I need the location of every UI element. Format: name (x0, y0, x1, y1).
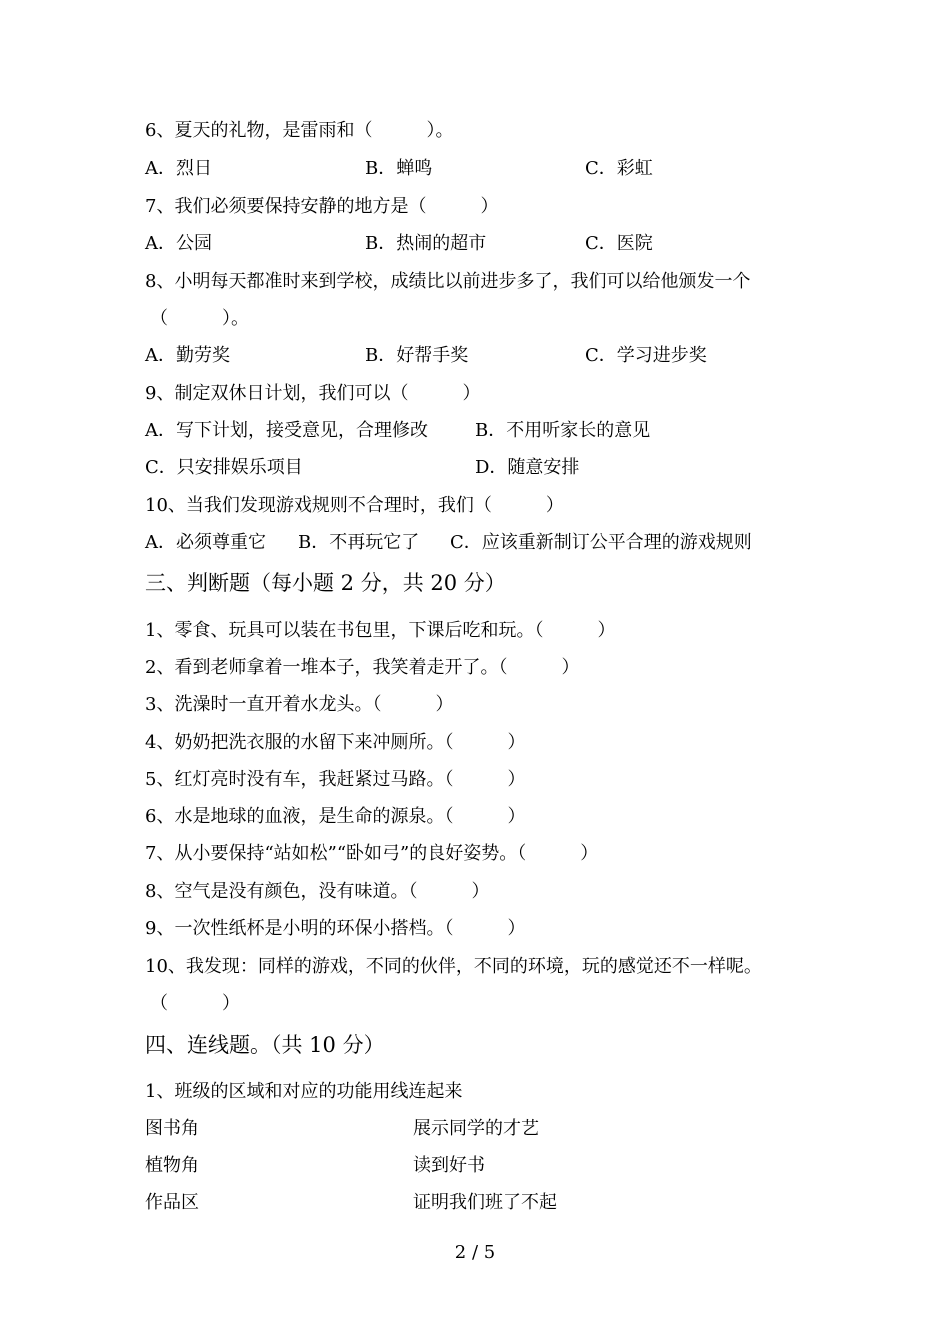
tf-item-1: 1、零食、玩具可以装在书包里，下课后吃和玩。（ ） (145, 620, 616, 641)
q10-stem: 10、当我们发现游戏规则不合理时，我们（ ） (145, 495, 564, 516)
section3-title: 三、判断题（每小题 2 分，共 20 分） (145, 571, 506, 595)
q8-option-c: C．学习进步奖 (585, 345, 707, 366)
tf-item-3: 3、洗澡时一直开着水龙头。（ ） (145, 694, 454, 715)
match-left-3: 作品区 (145, 1192, 199, 1213)
match-right-2: 读到好书 (413, 1155, 485, 1176)
tf-item-10-cont: （ ） (150, 993, 240, 1014)
q7-option-c: C．医院 (585, 233, 653, 254)
tf-item-10: 10、我发现：同样的游戏，不同的伙伴，不同的环境，玩的感觉还不一样呢。 (145, 956, 762, 977)
match-left-2: 植物角 (145, 1155, 199, 1176)
q8-stem-cont: （ ）。 (150, 308, 249, 329)
tf-item-5: 5、红灯亮时没有车，我赶紧过马路。（ ） (145, 769, 526, 790)
q6-option-c: C．彩虹 (585, 158, 653, 179)
tf-item-2: 2、看到老师拿着一堆本子，我笑着走开了。（ ） (145, 657, 580, 678)
match-right-1: 展示同学的才艺 (413, 1118, 539, 1139)
q7-option-a: A．公园 (145, 233, 212, 254)
q6-option-a: A．烈日 (145, 158, 212, 179)
tf-item-4: 4、奶奶把洗衣服的水留下来冲厕所。（ ） (145, 732, 526, 753)
match-q1: 1、班级的区域和对应的功能用线连起来 (145, 1081, 463, 1102)
q10-option-a: A．必须尊重它 (145, 532, 266, 553)
q10-option-c: C．应该重新制订公平合理的游戏规则 (450, 532, 752, 553)
q6-option-b: B．蝉鸣 (365, 158, 433, 179)
q9-option-a: A．写下计划，接受意见，合理修改 (145, 420, 428, 441)
q7-option-b: B．热闹的超市 (365, 233, 487, 254)
q9-option-d: D．随意安排 (475, 457, 580, 478)
q6-stem: 6、夏天的礼物，是雷雨和（ ）。 (145, 120, 454, 141)
tf-item-7: 7、从小要保持“站如松”“卧如弓”的良好姿势。（ ） (145, 843, 599, 864)
q9-option-c: C．只安排娱乐项目 (145, 457, 303, 478)
q9-option-b: B．不用听家长的意见 (475, 420, 651, 441)
q8-option-b: B．好帮手奖 (365, 345, 469, 366)
match-left-1: 图书角 (145, 1118, 199, 1139)
tf-item-9: 9、一次性纸杯是小明的环保小搭档。（ ） (145, 918, 526, 939)
tf-item-8: 8、空气是没有颜色，没有味道。（ ） (145, 881, 490, 902)
match-right-3: 证明我们班了不起 (413, 1192, 557, 1213)
q9-stem: 9、制定双休日计划，我们可以（ ） (145, 383, 481, 404)
q8-stem: 8、小明每天都准时来到学校，成绩比以前进步多了，我们可以给他颁发一个 (145, 271, 751, 292)
section4-title: 四、连线题。（共 10 分） (145, 1033, 385, 1057)
q10-option-b: B．不再玩它了 (298, 532, 420, 553)
page-number: 2 / 5 (454, 1242, 496, 1263)
q7-stem: 7、我们必须要保持安静的地方是（ ） (145, 196, 499, 217)
q8-option-a: A．勤劳奖 (145, 345, 230, 366)
tf-item-6: 6、水是地球的血液，是生命的源泉。（ ） (145, 806, 526, 827)
